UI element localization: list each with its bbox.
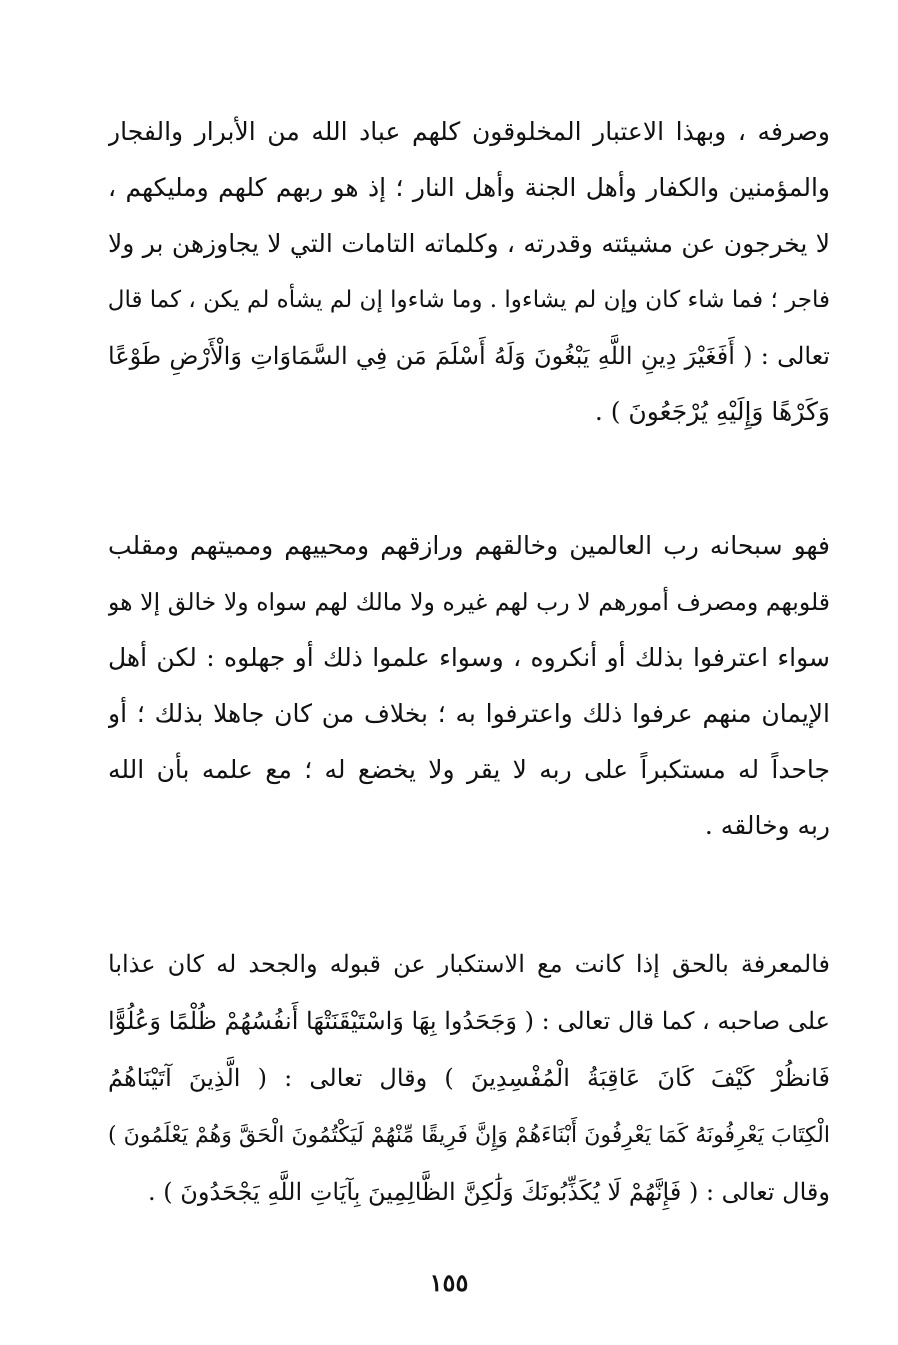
paragraph-2 (108, 518, 830, 854)
text-line-quran: الْكِتَابَ يَعْرِفُونَهُ كَمَا يَعْرِفُونَ أَبْنَاءَهُمْ وَإِنَّ فَرِيقًا مِّنْهُمْ لَيَكْتُمُونَ الْحَقَّ وَهُمْ يَعْلَمُونَ ) (108, 1123, 830, 1148)
text-line: قلوبهم ومصرف أمورهم لا رب لهم غيره ولا مالك لهم سواه ولا خالق إلا هو (108, 588, 830, 616)
text-line: جاحداً له مستكبراً على ربه لا يقر ولا يخضع له ؛ مع علمه بأن الله (108, 755, 830, 784)
text-line: لا يخرجون عن مشيئته وقدرته ، وكلماته التامات التي لا يجاوزهن بر ولا (108, 229, 830, 258)
text-line: وصرفه ، وبهذا الاعتبار المخلوقون كلهم عباد الله من الأبرار والفجار (108, 117, 830, 146)
text-line: فاجر ؛ فما شاء كان وإن لم يشاءوا . وما شاءوا إن لم يشأه لم يكن ، كما قال (108, 287, 830, 313)
text-line: فالمعرفة بالحق إذا كانت مع الاستكبار عن قبوله والجحد له كان عذابا (108, 950, 830, 978)
paragraph-3 (108, 936, 830, 1221)
text-line: سواء اعترفوا بذلك أو أنكروه ، وسواء علموا ذلك أو جهلوه : لكن أهل (108, 643, 830, 672)
text-line-quran: تعالى : ( أَفَغَيْرَ دِينِ اللَّهِ يَبْغُونَ وَلَهُ أَسْلَمَ مَن فِي السَّمَاوَاتِ وَالْأَرْضِ طَوْعًا (108, 342, 830, 370)
text-line: ربه وخالقه . (704, 811, 830, 840)
text-line: فهو سبحانه رب العالمين وخالقهم ورازقهم ومحييهم ومميتهم ومقلب (108, 531, 830, 560)
text-line: والمؤمنين والكفار وأهل الجنة وأهل النار ؛ إذ هو ربهم كلهم ومليكهم ، (108, 173, 830, 202)
text-line-quran: على صاحبه ، كما قال تعالى : ( وَجَحَدُوا بِهَا وَاسْتَيْقَنَتْهَا أَنفُسُهُمْ ظُلْمًا وَعُلُوًّا (108, 1007, 830, 1035)
page-number: ١٥٥ (429, 1268, 469, 1297)
text-line-quran: وَكَرْهًا وَإِلَيْهِ يُرْجَعُونَ ) . (594, 397, 830, 426)
text-line-quran: وقال تعالى : ( فَإِنَّهُمْ لَا يُكَذِّبُونَكَ وَلَٰكِنَّ الظَّالِمِينَ بِآيَاتِ اللَّهِ يَجْحَدُونَ ) . (148, 1178, 830, 1206)
text-line: الإيمان منهم عرفوا ذلك واعترفوا به ؛ بخلاف من كان جاهلا بذلك ؛ أو (108, 699, 830, 728)
paragraph-1 (108, 104, 830, 440)
text-line-quran: فَانظُرْ كَيْفَ كَانَ عَاقِبَةُ الْمُفْسِدِينَ ) وقال تعالى : ( الَّذِينَ آتَيْنَاهُمُ (108, 1064, 830, 1092)
